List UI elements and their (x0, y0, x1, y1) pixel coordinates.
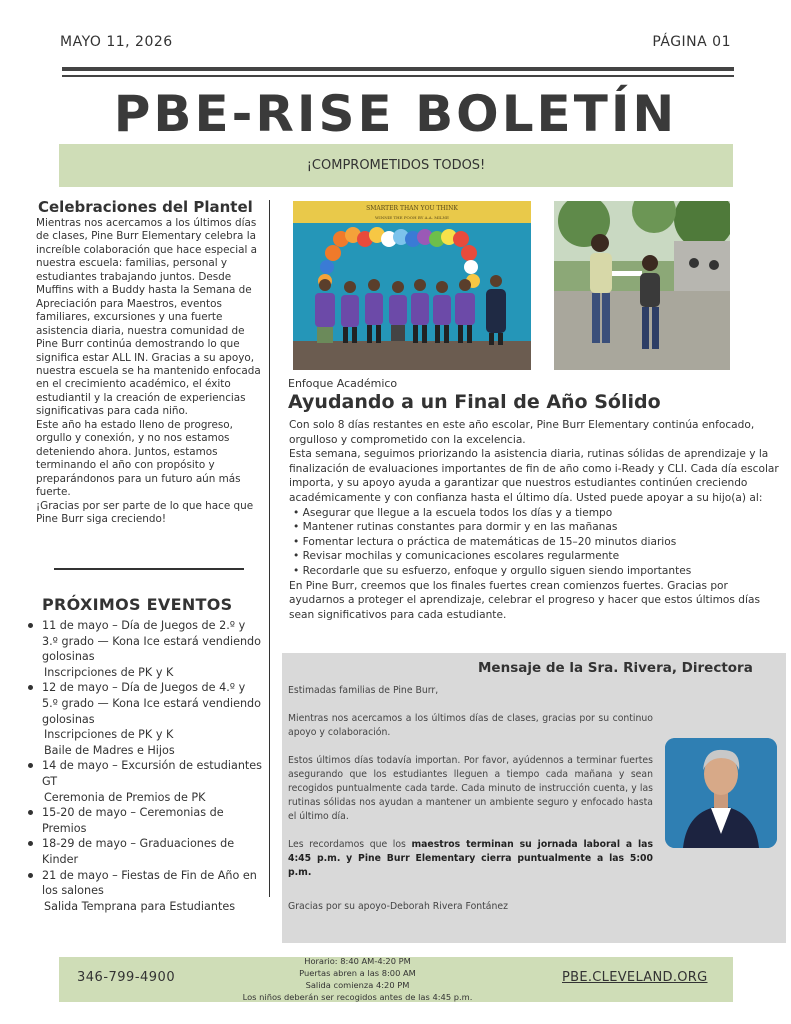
event-text: 15-20 de mayo – Ceremonias de Premios (42, 806, 224, 835)
event-subline: Salida Temprana para Estudiantes (44, 899, 236, 913)
school-website-link[interactable]: PBE.CLEVELAND.ORG (562, 970, 708, 985)
event-item (26, 836, 262, 867)
hours-line: Salida comienza 4:20 PM (305, 980, 410, 990)
celebrations-body (36, 217, 264, 526)
support-item: • Fomentar lectura o práctica de matemáticas de 15–20 minutos diarios (289, 535, 779, 550)
event-subline: Ceremonia de Premios de PK (44, 790, 206, 804)
academic-paragraph: En Pine Burr, creemos que los finales fuertes crean comienzos fuertes. Gracias por ayudarnos a proteger el aprendizaje, celebrar el progreso y hacer que estos últimos días sean significativos para cada estudiante. (289, 579, 760, 621)
message-signoff: Gracias por su apoyo-Deborah Rivera Fontánez (288, 901, 508, 912)
tagline-text: ¡COMPROMETIDOS TODOS! (306, 158, 486, 173)
event-text: 18-29 de mayo – Graduaciones de Kinder (42, 837, 235, 866)
academic-body (289, 418, 779, 622)
staff-group-photo (293, 201, 531, 370)
message-paragraph: Estos últimos días todavía importan. Por favor, ayúdennos a terminar fuertes asegurando que los estudiantes lleguen a tiempo cada mañana y sean recogidos puntualmente cada tarde. Cada minuto de instrucción cuenta, y las rutinas sólidas nos ayudan a mantener un ambiente seguro y enfocado hasta el último día. (288, 755, 653, 822)
event-subline: Baile de Madres e Hijos (44, 743, 175, 757)
section-divider (54, 568, 244, 570)
hours-line: Los niños deberán ser recogidos antes de las 4:45 p.m. (242, 992, 473, 1002)
students-outdoor-photo (554, 201, 730, 370)
academic-paragraph: Esta semana, seguimos priorizando la asistencia diaria, rutinas sólidas de aprendizaje y la finalización de evaluaciones importantes de fin de año como i-Ready y CLI. Cada día escolar importa, y su apoyo ayuda a garantizar que nuestros estudiantes continúen creciendo académicamente y con confianza hasta el último día. Usted puede apoyar a su hijo(a) al: (289, 448, 779, 504)
event-text: 14 de mayo – Excursión de estudiantes GT (42, 759, 263, 788)
header-rule-thin (62, 75, 734, 77)
school-hours (230, 955, 485, 1003)
photo-sign-credit: WINNIE THE POOH BY A.A. MILNE (375, 215, 449, 220)
event-subline: Inscripciones de PK y K (44, 665, 174, 679)
celebrations-paragraph: Mientras nos acercamos a los últimos días de clases, Pine Burr Elementary celebra la increíble colaboración que hace especial a nuestra escuela: familias, personal y estudiantes trabajando juntos. Desde Muffins with a Buddy hasta la Semana de Apreciación para Maestros, eventos familiares, excursiones y una fuerte asistencia diaria, nuestra comunidad de Pine Burr continúa demostrando lo que significa estar ALL IN. Gracias a su apoyo, nuestra escuela se ha mantenido enfocada en el crecimiento académico, el éxito estudiantil y la creación de experiencias significativas para cada niño. (36, 217, 261, 418)
tagline-banner (59, 144, 733, 187)
event-item (26, 758, 262, 805)
support-list (289, 506, 779, 579)
celebrations-paragraph: ¡Gracias por ser parte de lo que hace que Pine Burr siga creciendo! (36, 499, 254, 525)
newsletter-title: PBE-RISE BOLETÍN (113, 85, 678, 143)
events-heading: PRÓXIMOS EVENTOS (42, 595, 233, 614)
staff-group-illustration (293, 201, 531, 370)
students-outdoor-illustration (554, 201, 730, 370)
school-phone: 346-799-4900 (77, 970, 176, 985)
events-list (26, 618, 262, 914)
event-item (26, 868, 262, 915)
message-reminder-lead: Les recordamos que los (288, 839, 412, 850)
header-rule-thick (62, 67, 734, 71)
support-item: • Asegurar que llegue a la escuela todos los días y a tiempo (289, 506, 779, 521)
message-paragraph (288, 838, 653, 880)
support-item: • Mantener rutinas constantes para dormir y en las mañanas (289, 520, 779, 535)
portrait-illustration (665, 738, 777, 848)
event-subline: Inscripciones de PK y K (44, 728, 174, 742)
message-reminder-bold: maestros terminan su jornada laboral a las 4:45 p.m. y Pine Burr Elementary cierra puntualmente a las 5:00 p.m. (288, 839, 653, 878)
hours-line: Horario: 8:40 AM-4:20 PM (304, 956, 411, 966)
page-number: PÁGINA 01 (652, 34, 731, 50)
academic-paragraph: Con solo 8 días restantes en este año escolar, Pine Burr Elementary continúa enfocado, orgulloso y comprometido con la excelencia. (289, 419, 755, 446)
support-item: • Recordarle que su esfuerzo, enfoque y orgullo siguen siendo importantes (289, 564, 779, 579)
principal-message-heading: Mensaje de la Sra. Rivera, Directora (478, 660, 753, 676)
celebrations-heading: Celebraciones del Plantel (38, 198, 253, 216)
principal-portrait (665, 738, 777, 848)
column-divider (269, 200, 270, 897)
event-text: 11 de mayo – Día de Juegos de 2.º y 3.º grado — Kona Ice estará vendiendo golosinas (42, 619, 262, 664)
event-item (26, 805, 262, 836)
event-text: 12 de mayo – Día de Juegos de 4.º y 5.º grado — Kona Ice estará vendiendo golosinas (42, 681, 262, 726)
event-item (26, 618, 262, 680)
hours-line: Puertas abren a las 8:00 AM (299, 968, 416, 978)
academic-kicker: Enfoque Académico (288, 377, 398, 390)
academic-heading: Ayudando a un Final de Año Sólido (288, 391, 661, 413)
celebrations-paragraph: Este año ha estado lleno de progreso, orgullo y conexión, y no nos estamos deteniendo ahora. Juntos, estamos terminando el año con propósito y preparándonos para un futuro aún más fuerte. (36, 418, 241, 499)
event-item (26, 680, 262, 758)
support-item: • Revisar mochilas y comunicaciones escolares regularmente (289, 549, 779, 564)
principal-message-body (288, 684, 653, 928)
message-greeting: Estimadas familias de Pine Burr, (288, 685, 439, 696)
event-text: 21 de mayo – Fiestas de Fin de Año en los salones (42, 868, 257, 898)
message-paragraph: Mientras nos acercamos a los últimos días de clases, gracias por su continuo apoyo y colaboración. (288, 713, 653, 738)
issue-date: MAYO 11, 2026 (60, 34, 173, 50)
photo-sign-text: SMARTER THAN YOU THINK (366, 205, 458, 212)
